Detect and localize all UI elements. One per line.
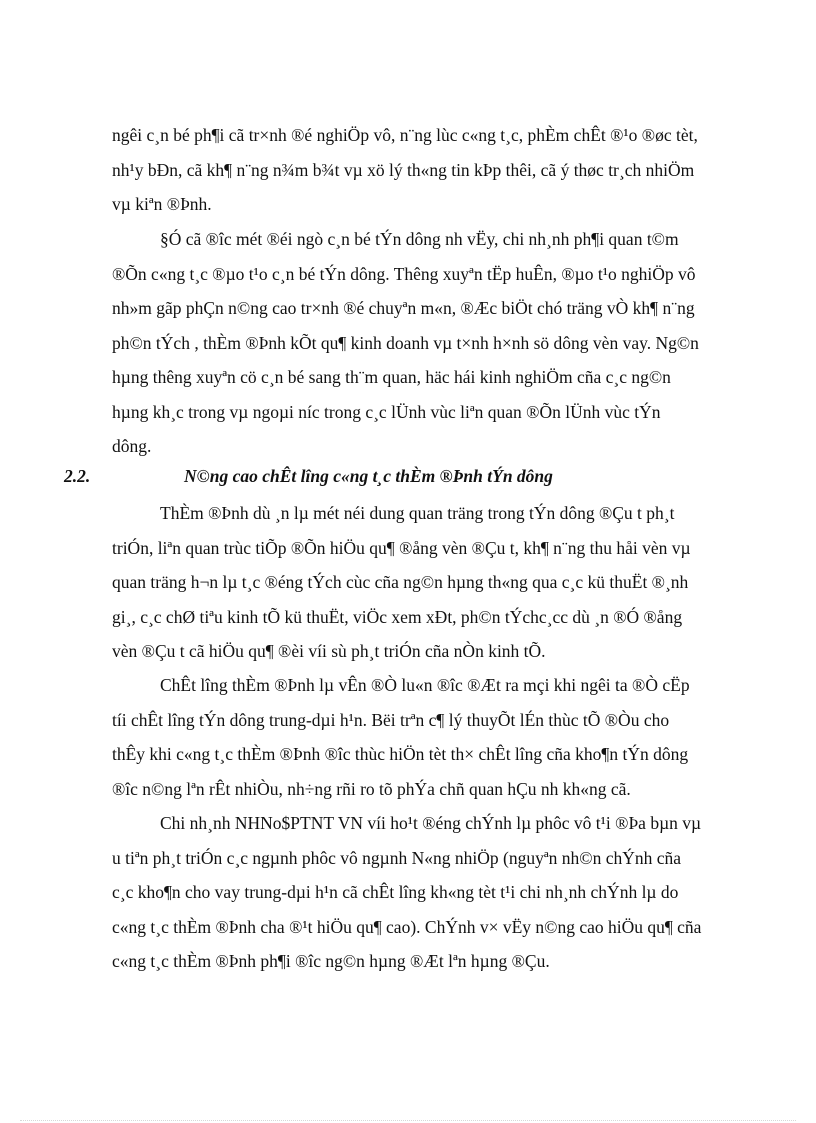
text-line: vèn ®Çu t cã hiÖu qu¶ ®èi víi sù ph¸t triÓn cña nÒn kinh tÕ. (112, 641, 546, 661)
text-line: Chi nh¸nh NHNo$PTNT VN víi ho¹t ®éng chÝnh lµ phôc vô t¹i ®Þa bµn vµ (160, 813, 702, 833)
text-line: tíi chÊt lîng tÝn dông trung-dµi h¹n. Bëi trªn c¶ lý thuyÕt lÉn thùc tÕ ®Òu cho (112, 709, 670, 730)
text-line: dông. (112, 436, 152, 456)
paragraph-branch-priority (112, 806, 750, 979)
text-line: ph©n tÝch , thÈm ®Þnh kÕt qu¶ kinh doanh vµ t×nh h×nh sö dông vèn vay. Ng©n (112, 332, 699, 353)
text-line: thÊy khi c«ng t¸c thÈm ®Þnh ®îc thùc hiÖn tèt th× chÊt lîng cña kho¶n tÝn dông (112, 744, 689, 764)
text-line: §Ó cã ®îc mét ®éi ngò c¸n bé tÝn dông nh vËy, chi nh¸nh ph¶i quan t©m (160, 229, 679, 249)
section-heading (64, 466, 754, 487)
section-title: N©ng cao chÊt lîng c«ng t¸c thÈm ®Þnh tÝn dông (184, 466, 553, 486)
section-number: 2.2. (64, 466, 91, 486)
text-line: gi¸, c¸c chØ tiªu kinh tÕ kü thuËt, viÖc xem xÐt, ph©n tÝchc¸cc dù ¸n ®Ó ®ång (112, 606, 683, 627)
text-line: ®îc n©ng lªn rÊt nhiÒu, nh÷ng rñi ro tõ phÝa chñ quan hÇu nh kh«ng cã. (112, 778, 631, 799)
text-line: ThÈm ®Þnh dù ¸n lµ mét néi dung quan träng trong tÝn dông ®Çu t ph¸t (160, 503, 675, 523)
text-line: u tiªn ph¸t triÓn c¸c ngµnh phôc vô ngµnh N«ng nhiÖp (nguyªn nh©n chÝnh cña (112, 847, 682, 868)
text-line: ChÊt lîng thÈm ®Þnh lµ vÊn ®Ò lu«n ®îc ®Æt ra mçi khi ngêi ta ®Ò cËp (160, 675, 690, 695)
text-line: nh»m gãp phÇn n©ng cao tr×nh ®é chuyªn m«n, ®Æc biÖt chó träng vÒ kh¶ n¨ng (112, 298, 695, 318)
text-line: c¸c kho¶n cho vay trung-dµi h¹n cã chÊt lîng kh«ng tèt t¹i chi nh¸nh chÝnh lµ do (112, 882, 679, 902)
paragraph-appraisal-role (112, 496, 750, 669)
paragraph-appraisal-quality (112, 668, 750, 806)
text-line: quan träng h¬n lµ t¸c ®éng tÝch cùc cña ng©n hµng th«ng qua c¸c kü thuËt ®¸nh (112, 572, 689, 592)
text-line: ngêi c¸n bé ph¶i cã tr×nh ®é nghiÖp vô, n¨ng lùc c«ng t¸c, phÈm chÊt ®¹o ®øc tèt, (112, 125, 698, 145)
page-bottom-rule (20, 1120, 796, 1121)
text-line: hµng thêng xuyªn cö c¸n bé sang th¨m quan, häc hái kinh nghiÖm cña c¸c ng©n (112, 367, 671, 387)
text-line: c«ng t¸c thÈm ®Þnh cha ®¹t hiÖu qu¶ cao). ChÝnh v× vËy n©ng cao hiÖu qu¶ cña (112, 916, 702, 937)
text-line: ®Õn c«ng t¸c ®µo t¹o c¸n bé tÝn dông. Thêng xuyªn tËp huÊn, ®µo t¹o nghiÖp vô (112, 263, 696, 284)
text-line: hµng kh¸c trong vµ ngoµi níc trong c¸c lÜnh vùc liªn quan ®Õn lÜnh vùc tÝn (112, 401, 661, 422)
text-line: vµ kiªn ®Þnh. (112, 194, 212, 214)
text-line: triÓn, liªn quan trùc tiÕp ®Õn hiÖu qu¶ ®ång vèn ®Çu t, kh¶ n¨ng thu håi vèn vµ (112, 537, 691, 558)
text-line: c«ng t¸c thÈm ®Þnh ph¶i ®îc ng©n hµng ®Æt lªn hµng ®Çu. (112, 951, 550, 971)
text-line: nh¹y bÐn, cã kh¶ n¨ng n¾m b¾t vµ xö lý th«ng tin kÞp thêi, cã ý thøc tr¸ch nhiÖm (112, 159, 695, 180)
paragraph-staff-qualities (112, 118, 750, 222)
paragraph-staff-training (112, 222, 750, 464)
